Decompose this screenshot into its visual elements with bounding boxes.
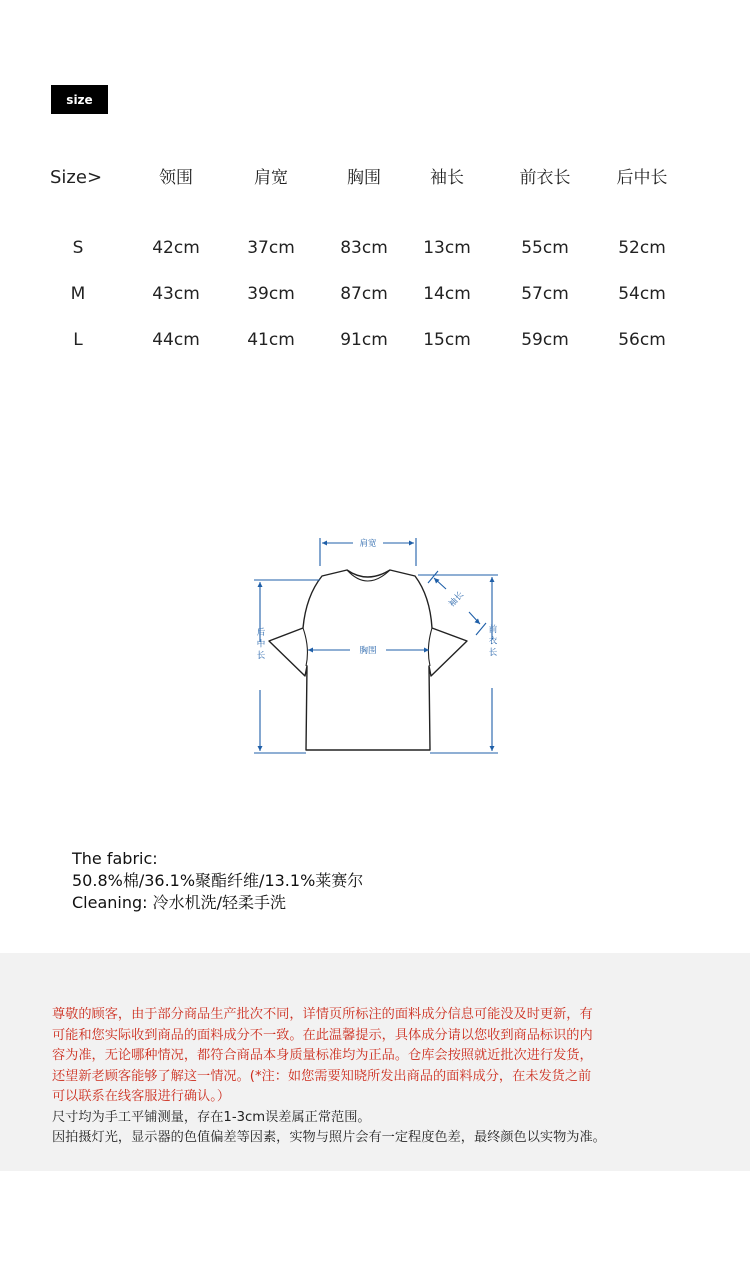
table-cell: 44cm <box>152 330 200 350</box>
table-cell: S <box>72 238 84 258</box>
table-cell: 59cm <box>521 330 569 350</box>
sleeve-label: 袖长 <box>447 590 466 610</box>
table-cell: 91cm <box>340 330 388 350</box>
notice-panel <box>0 953 750 1171</box>
table-header-cell: 前衣长 <box>519 168 571 188</box>
notice-line: 可能和您实际收到商品的面料成分不一致。在此温馨提示，具体成分请以您收到商品标识的内 <box>52 1027 593 1043</box>
table-cell: 83cm <box>340 238 388 258</box>
notice-line: 可以联系在线客服进行确认。） <box>52 1089 231 1104</box>
table-cell: 39cm <box>247 284 295 304</box>
fabric-composition: 50.8%棉/36.1%聚酯纤维/13.1%莱赛尔 <box>72 871 364 890</box>
table-cell: 52cm <box>618 238 666 258</box>
fabric-cleaning: Cleaning: 冷水机洗/轻柔手洗 <box>72 893 287 912</box>
table-header-cell: Size> <box>50 167 103 188</box>
table-cell: 13cm <box>423 238 471 258</box>
notice-line: 尺寸均为手工平铺测量，存在1-3cm误差属正常范围。 <box>52 1109 371 1125</box>
table-cell: M <box>70 284 86 304</box>
table-cell: 57cm <box>521 284 569 304</box>
fabric-info <box>72 848 363 914</box>
tshirt-outline <box>269 570 467 750</box>
notice-text <box>52 1005 712 1149</box>
size-tag: size <box>51 85 108 114</box>
table-header-cell: 胸围 <box>347 168 381 188</box>
front-length-label: 前衣长 <box>487 624 497 660</box>
table-cell: 14cm <box>423 284 471 304</box>
table-row <box>0 325 750 355</box>
back-length-label: 后中长 <box>255 627 265 663</box>
shoulder-label: 肩宽 <box>359 539 377 549</box>
table-cell: 87cm <box>340 284 388 304</box>
notice-line: 因拍摄灯光，显示器的色值偏差等因素，实物与照片会有一定程度色差，最终颜色以实物为准。 <box>52 1130 606 1145</box>
chest-label: 胸围 <box>359 646 377 656</box>
table-cell: 15cm <box>423 330 471 350</box>
notice-line: 尊敬的顾客，由于部分商品生产批次不同，详情页所标注的面料成分信息可能没及时更新，有 <box>52 1007 593 1022</box>
table-header-cell: 袖长 <box>430 168 464 188</box>
table-cell: 54cm <box>618 284 666 304</box>
notice-line: 容为准，无论哪种情况，都符合商品本身质量标准均为正品。仓库会按照就近批次进行发货， <box>52 1048 593 1063</box>
measurement-labels <box>255 538 497 662</box>
table-cell: 37cm <box>247 238 295 258</box>
table-cell: 42cm <box>152 238 200 258</box>
table-header-cell: 后中长 <box>616 168 668 188</box>
table-cell: 56cm <box>618 330 666 350</box>
table-header-row <box>0 163 750 193</box>
table-cell: 55cm <box>521 238 569 258</box>
table-cell: 43cm <box>152 284 200 304</box>
table-row <box>0 233 750 263</box>
tshirt-measurement-diagram <box>240 528 510 768</box>
fabric-title: The fabric: <box>72 849 158 868</box>
table-row <box>0 279 750 309</box>
table-header-cell: 领围 <box>159 168 193 188</box>
notice-line: 还望新老顾客能够了解这一情况。(*注：如您需要知晓所发出商品的面料成分，在未发货之前 <box>52 1068 592 1084</box>
table-header-cell: 肩宽 <box>254 168 288 188</box>
table-cell: L <box>73 330 83 350</box>
table-cell: 41cm <box>247 330 295 350</box>
